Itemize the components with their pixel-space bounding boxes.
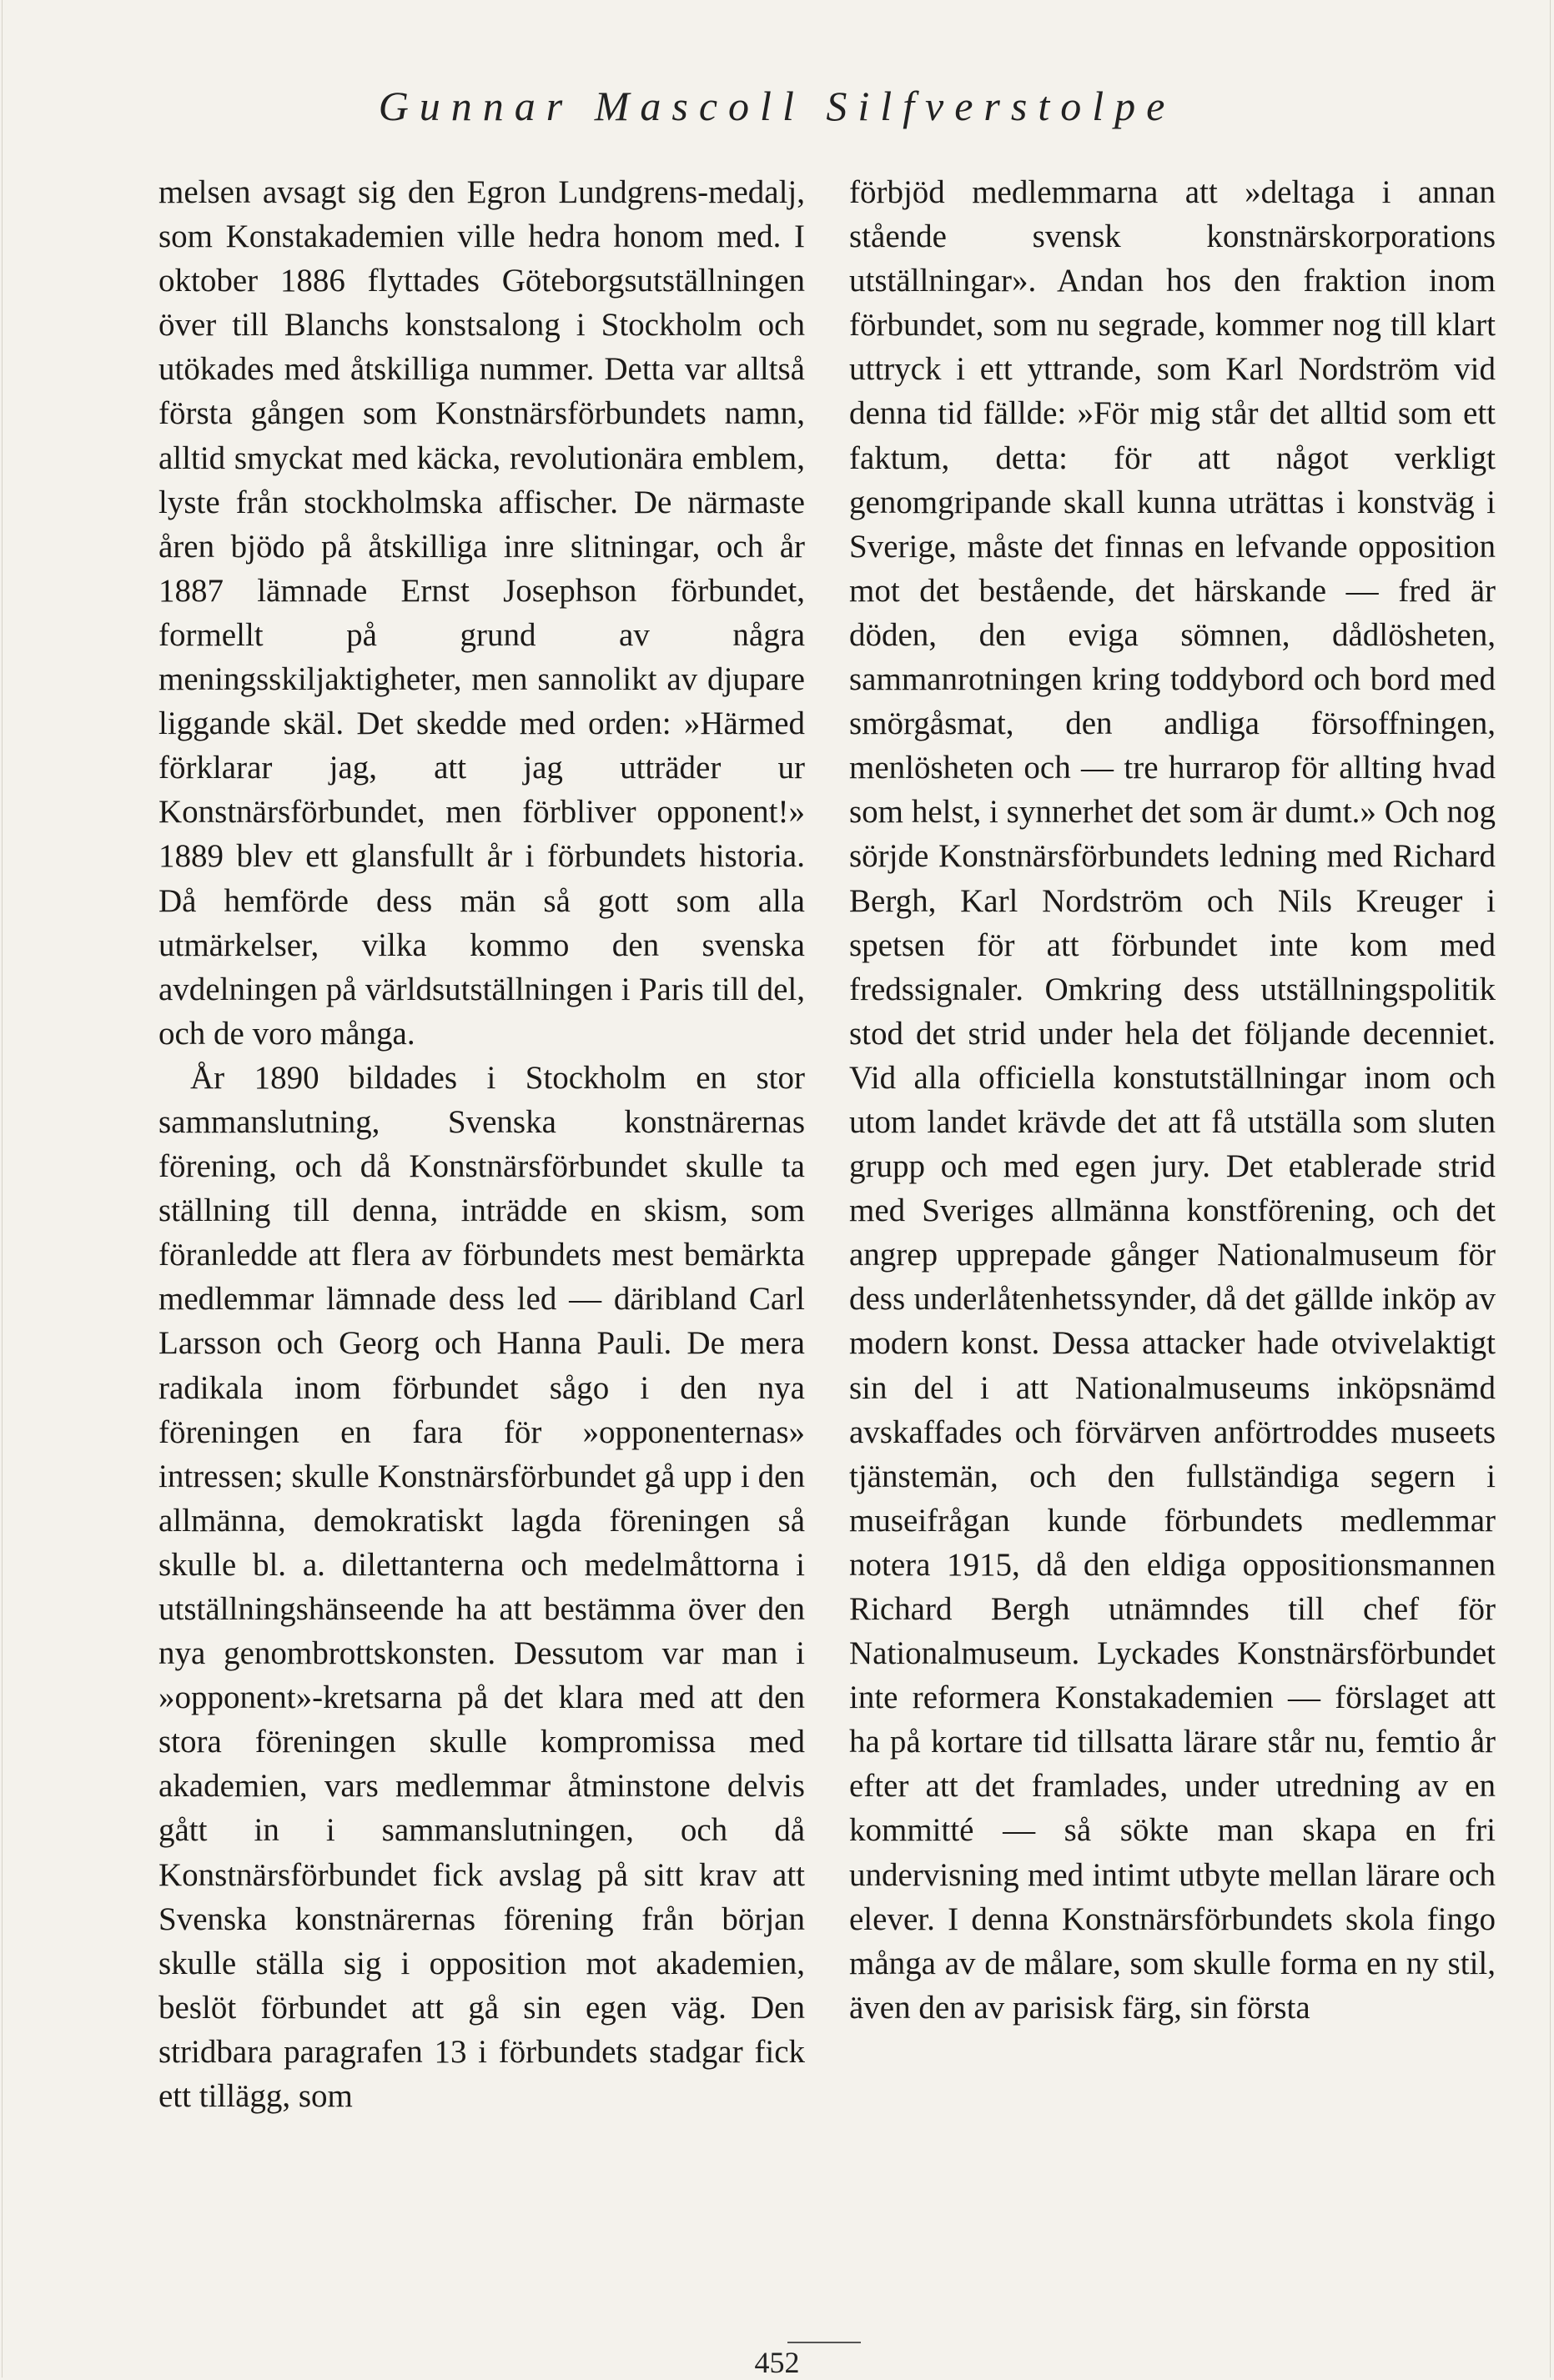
right-paragraph-1: förbjöd medlemmarna att »deltaga i annan stående svensk konstnärskorporations utställningar». Andan hos den fraktion inom förbundet, som nu segrade, kommer nog till klart uttryck i ett yttrande, som Karl Nordström vid denna tid fällde: »För mig står det alltid som ett faktum, detta: för att något verkligt genomgripande skall kunna uträttas i konstväg i Sverige, måste det finnas en lefvande opposition mot det bestående, det härskande — fred är döden, den eviga sömnen, dådlösheten, sammanrotningen kring toddybord och bord med smörgåsmat, den andliga försoffningen, menlösheten och — tre hurrarop för allting hvad som helst, i synnerhet det som är dumt.» Och nog sörjde Konstnärsförbundets ledning med Richard Bergh, Karl Nordström och Nils Kreuger i spetsen för att förbundet inte kom med fredssignaler. Omkring dess utställningspolitik stod det strid under hela det följande decenniet. Vid alla officiella konstutställningar inom och utom landet krävde det att få utställa som sluten grupp och med egen jury. Det etablerade strid med Sveriges allmänna konstförening, och det angrep upprepade gånger Nationalmuseum för dess underlåtenhetssynder, då det gällde inköp av modern konst. Dessa attacker hade otvivelaktigt sin del i att Nationalmuseums inköpsnämd avskaffades och förvärven anförtroddes museets tjänstemän, och den fullständiga segern i museifrågan kunde förbundets medlemmar notera 1915, då den eldiga oppositionsmannen Richard Bergh utnämndes till chef för Nationalmuseum. Lyckades Konstnärsförbundet inte reformera Konstakademien — förslaget att ha på kortare tid tillsatta lärare står nu, femtio år efter att det framlades, under utredning av en kommitté — så sökte man skapa en fri undervisning med intimt utbyte mellan lärare och elever. I denna Konstnärsförbundets skola fingo många av de målare, som skulle forma en ny stil, även den av parisisk färg, sin första <box>849 174 1496 2026</box>
page-number: 452 <box>754 2346 800 2379</box>
left-column <box>158 170 805 2118</box>
right-column <box>849 170 1496 2030</box>
page-number-rule <box>787 2342 861 2343</box>
left-paragraph-1: melsen avsagt sig den Egron Lundgrens-medalj, som Konstakademien ville hedra honom med. I oktober 1886 flyttades Göteborgsutställningen över till Blanchs konstsalong i Stockholm och utökades med åtskilliga nummer. Detta var alltså första gången som Konstnärsförbundets namn, alltid smyckat med käcka, revolutionära emblem, lyste från stockholmska affischer. De närmaste åren bjödo på åtskilliga inre slitningar, och år 1887 lämnade Ernst Josephson förbundet, formellt på grund av några meningsskiljaktigheter, men sannolikt av djupare liggande skäl. Det skedde med orden: »Härmed förklarar jag, att jag utträder ur Konstnärsförbundet, men förbliver opponent!» 1889 blev ett glansfullt år i förbundets historia. Då hemförde dess män så gott som alla utmärkelser, vilka kommo den svenska avdelningen på världsutställningen i Paris till del, och de voro många. <box>158 174 805 1052</box>
left-paragraph-2: År 1890 bildades i Stockholm en stor sammanslutning, Svenska konstnärernas förening, och då Konstnärsförbundet skulle ta ställning till denna, inträdde en skism, som föranledde att flera av förbundets mest bemärkta medlemmar lämnade dess led — däribland Carl Larsson och Georg och Hanna Pauli. De mera radikala inom förbundet sågo i den nya föreningen en fara för »opponenternas» intressen; skulle Konstnärsförbundet gå upp i den allmänna, demokratiskt lagda föreningen så skulle bl. a. dilettanterna och medelmåttorna i utställningshänseende ha att bestämma över den nya genombrottskonsten. Dessutom var man i »opponent»-kretsarna på det klara med att den stora föreningen skulle kompromissa med akademien, vars medlemmar åtminstone delvis gått in i sammanslutningen, och då Konstnärsförbundet fick avslag på sitt krav att Svenska konstnärernas förening från början skulle ställa sig i opposition mot akademien, beslöt förbundet att gå sin egen väg. Den stridbara paragrafen 13 i förbundets stadgar fick ett tillägg, som <box>158 1059 805 2115</box>
running-head: Gunnar Mascoll Silfverstolpe <box>378 83 1176 129</box>
